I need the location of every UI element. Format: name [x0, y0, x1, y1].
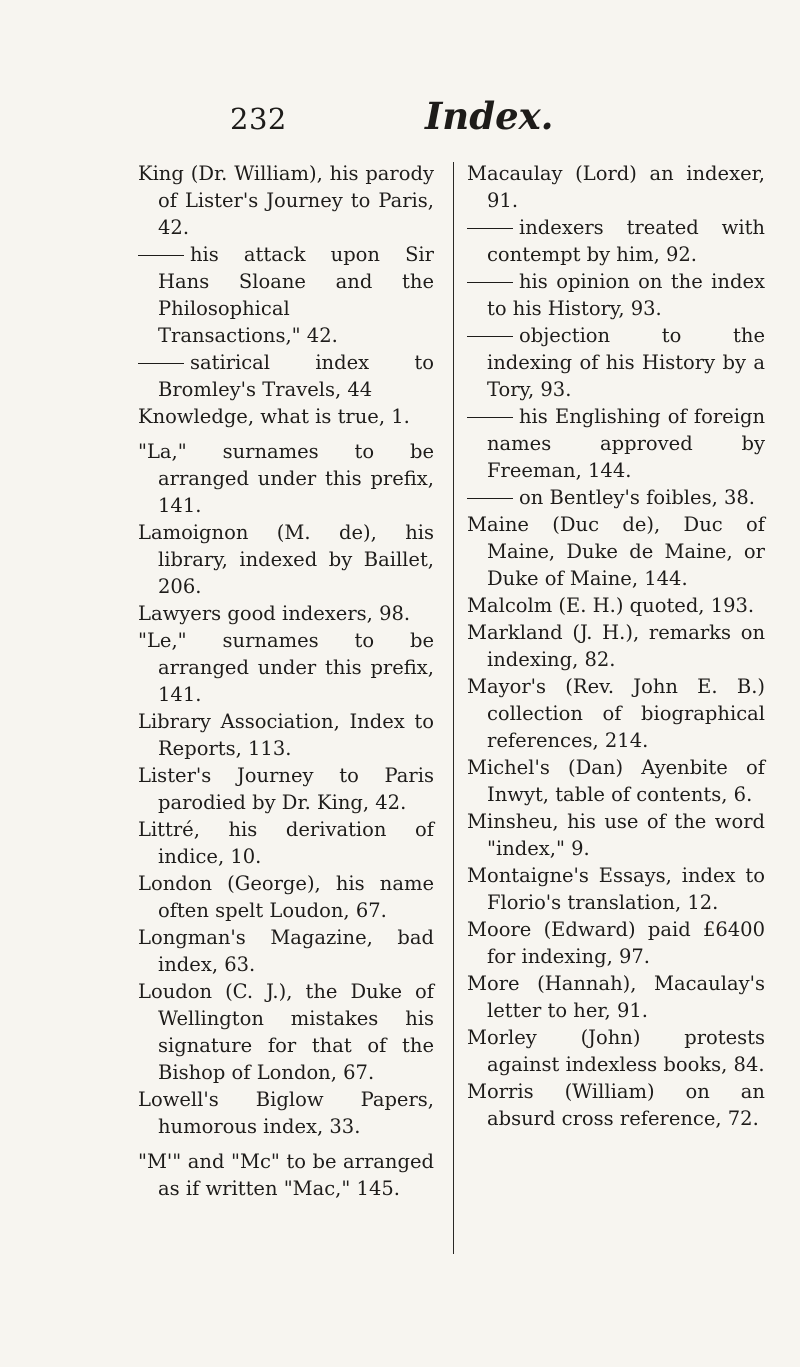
index-entry: Morley (John) protests against indexless books, 84.: [467, 1026, 765, 1076]
index-entry: Minsheu, his use of the word "index," 9.: [467, 810, 765, 860]
index-entry: Lowell's Biglow Papers, humorous index, 33.: [138, 1088, 434, 1138]
index-entry: Maine (Duc de), Duc of Maine, Duke de Maine, or Duke of Maine, 144.: [467, 513, 765, 590]
subentry-dash: [467, 282, 513, 283]
index-entry: Mayor's (Rev. John E. B.) collection of biographical references, 214.: [467, 675, 765, 752]
index-entry: Malcolm (E. H.) quoted, 193.: [467, 594, 755, 617]
subentry-dash: [138, 363, 184, 364]
page-header: [0, 72, 800, 142]
subentry-dash: [467, 336, 513, 337]
running-title: Index.: [425, 94, 554, 138]
subentry-dash: [138, 255, 184, 256]
index-entry: Morris (William) on an absurd cross reference, 72.: [467, 1080, 765, 1130]
index-entry: "La," surnames to be arranged under this prefix, 141.: [138, 440, 434, 517]
index-entry: Moore (Edward) paid £6400 for indexing, 97.: [467, 918, 765, 968]
index-entry: King (Dr. William), his parody of Lister's Journey to Paris, 42.: [138, 162, 434, 239]
subentry-dash: [467, 228, 513, 229]
index-subentry: on Bentley's foibles, 38.: [467, 484, 765, 511]
index-entry: Littré, his derivation of indice, 10.: [138, 818, 434, 868]
index-subentry: his Englishing of foreign names approved by Freeman, 144.: [467, 403, 765, 484]
index-entry: Longman's Magazine, bad index, 63.: [138, 926, 434, 976]
index-entry: Lawyers good indexers, 98.: [138, 602, 411, 625]
subentry-dash: [467, 498, 513, 499]
index-entry: "M'" and "Mc" to be arranged as if written "Mac," 145.: [138, 1150, 434, 1200]
index-entry: Michel's (Dan) Ayenbite of Inwyt, table of contents, 6.: [467, 756, 765, 806]
index-entry: Markland (J. H.), remarks on indexing, 82.: [467, 621, 765, 671]
index-entry: Knowledge, what is true, 1.: [138, 405, 410, 428]
index-entry: More (Hannah), Macaulay's letter to her, 91.: [467, 972, 765, 1022]
index-entry: "Le," surnames to be arranged under this prefix, 141.: [138, 629, 434, 706]
index-column-left: [138, 160, 434, 1202]
page-number: 232: [230, 102, 287, 136]
index-entry: Lamoignon (M. de), his library, indexed by Baillet, 206.: [138, 521, 434, 598]
index-column-right: [467, 160, 765, 1132]
index-entry: Lister's Journey to Paris parodied by Dr. King, 42.: [138, 764, 434, 814]
index-subentry: his opinion on the index to his History, 93.: [467, 268, 765, 322]
index-entry: Montaigne's Essays, index to Florio's translation, 12.: [467, 864, 765, 914]
index-subentry: his attack upon Sir Hans Sloane and the Philosophical Transactions," 42.: [138, 241, 434, 349]
index-subentry: indexers treated with contempt by him, 92.: [467, 214, 765, 268]
subentry-dash: [467, 417, 513, 418]
index-subentry: objection to the indexing of his History by a Tory, 93.: [467, 322, 765, 403]
index-subentry: satirical index to Bromley's Travels, 44: [138, 349, 434, 403]
column-divider: [453, 162, 454, 1254]
index-entry: London (George), his name often spelt Loudon, 67.: [138, 872, 434, 922]
index-entry: Macaulay (Lord) an indexer, 91.: [467, 162, 765, 212]
index-entry: Library Association, Index to Reports, 113.: [138, 710, 434, 760]
index-entry: Loudon (C. J.), the Duke of Wellington mistakes his signature for that of the Bishop of London, 67.: [138, 980, 434, 1084]
